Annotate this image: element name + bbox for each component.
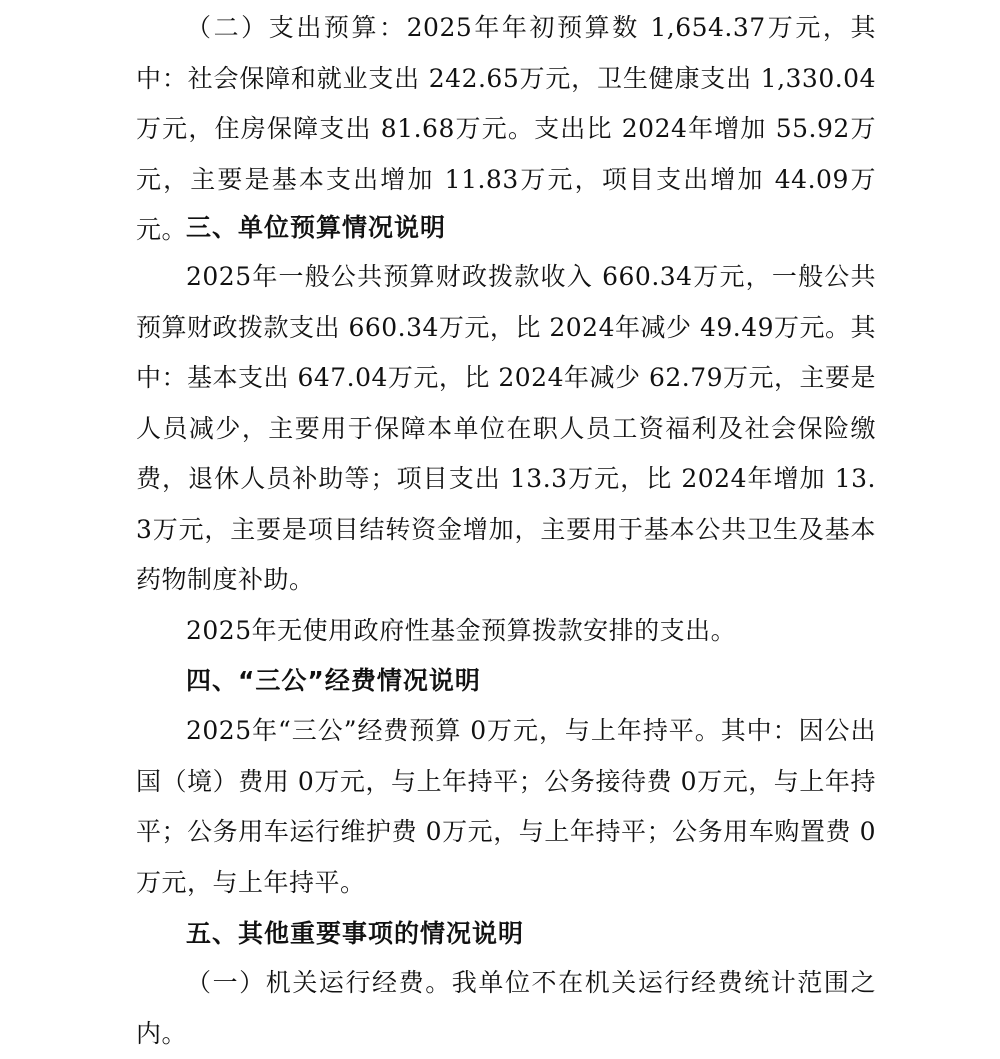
unit-budget-paragraph: 2025年一般公共预算财政拨款收入 660.34万元，一般公共预算财政拨款支出 660.34万元，比 2024年减少 49.49万元。其中：基本支出 647.04万元，比 2024年减少 62.79万元，主要是人员减少，主要用于保障本单位在职人员工资福利及社会保险缴费，退休人员补助等；项目支出 13.3万元，比 2024年增加 13.3万元，主要是项目结转资金增加，主要用于基本公共卫生及基本药物制度补助。 <box>136 262 877 594</box>
government-fund-paragraph: 2025年无使用政府性基金预算拨款安排的支出。 <box>186 616 737 645</box>
section-5-heading: 五、其他重要事项的情况说明 <box>186 919 525 948</box>
organ-operating-expenses-paragraph: （一）机关运行经费。我单位不在机关运行经费统计范围之内。 <box>136 968 876 1048</box>
three-public-expenses-paragraph: 2025年“三公”经费预算 0万元，与上年持平。其中：因公出国（境）费用 0万元，与上年持平；公务接待费 0万元，与上年持平；公务用车运行维护费 0万元，与上年持平；公务用车购置费 0万元，与上年持平。 <box>136 716 876 897</box>
section-3-heading: 三、单位预算情况说明 <box>186 213 447 242</box>
section-4-heading: 四、“三公”经费情况说明 <box>186 666 481 695</box>
expenditure-budget-paragraph: （二）支出预算：2025年年初预算数 1,654.37万元，其中：社会保障和就业支出 242.65万元，卫生健康支出 1,330.04万元，住房保障支出 81.68万元。支出比 2024年增加 55.92万元，主要是基本支出增加 11.83万元，项目支出增加 44.09万元。 <box>136 13 876 244</box>
